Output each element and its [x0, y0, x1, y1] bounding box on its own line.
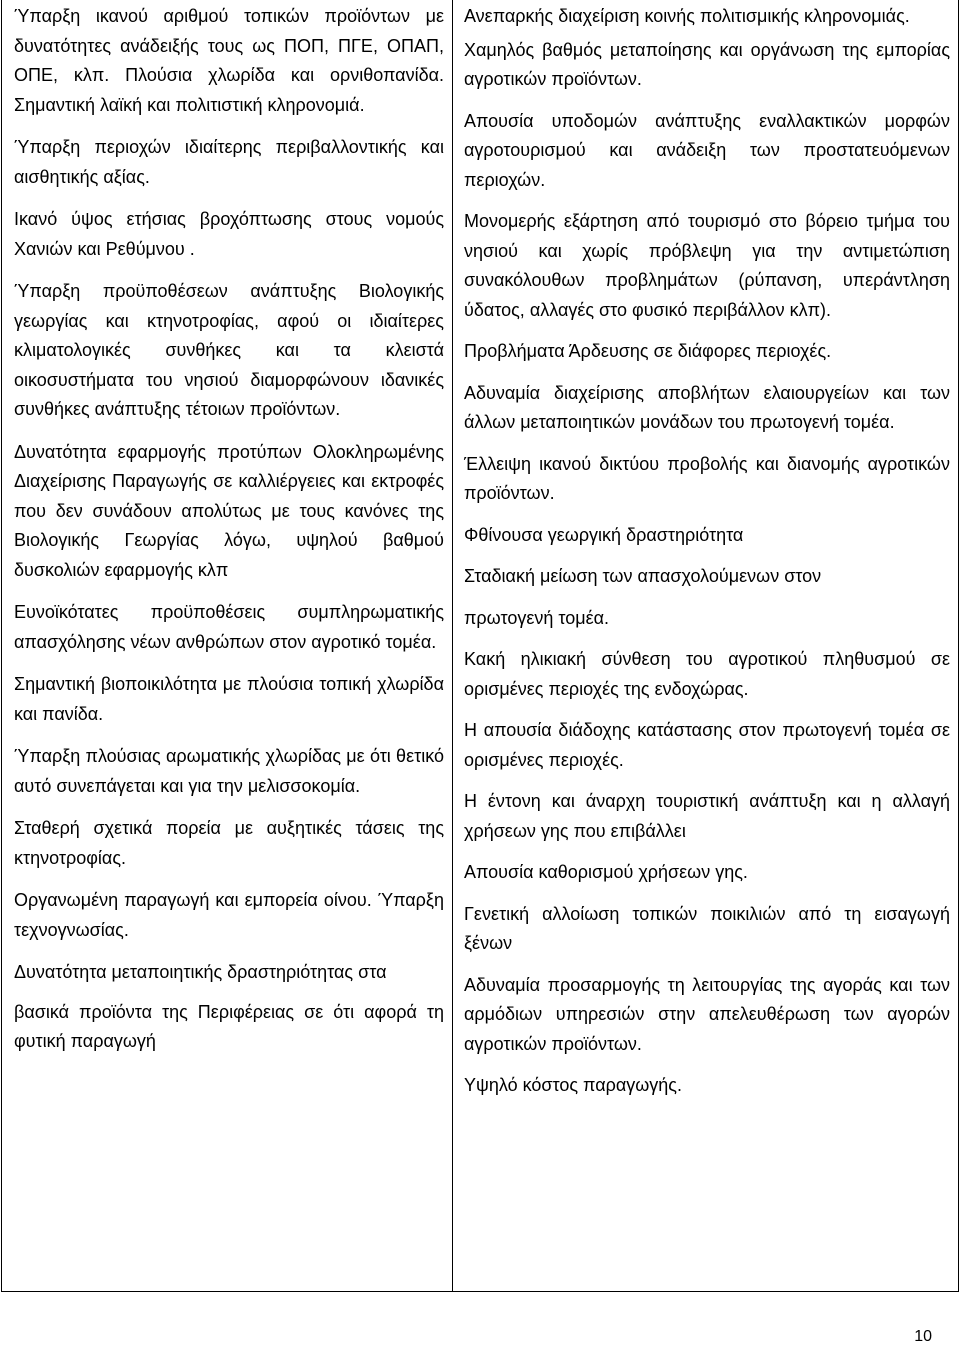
- strength-item: Οργανωμένη παραγωγή και εμπορεία οίνου. Ύπαρξη τεχνογνωσίας.: [14, 890, 444, 940]
- weakness-item: Χαμηλός βαθμός μεταποίησης και οργάνωση της εμπορίας αγροτικών προϊόντων.: [464, 39, 950, 89]
- weakness-item: Μονομερής εξάρτηση από τουρισμό στο βόρειο τμήμα του νησιού και χωρίς πρόβλεψη για την αντιμετώπιση συνακόλουθων προβλημάτων (ρύπανση, υπεράντληση ύδατος, αλλαγές στο φυσικό περιβάλλον κλπ).: [464, 211, 950, 320]
- weakness-item: Γενετική αλλοίωση τοπικών ποικιλιών από τη εισαγωγή ξένων: [464, 903, 950, 953]
- strength-item: Ύπαρξη ικανού αριθμού τοπικών προϊόντων με δυνατότητες ανάδειξής τους ως ΠΟΠ, ΠΓΕ, ΟΠΑΠ, ΟΠΕ, κλπ. Πλούσια χλωρίδα και ορνιθοπανίδα. Σημαντική λαϊκή και πολιτιστική κληρονομιά.: [14, 6, 444, 115]
- strength-item: Σταθερή σχετικά πορεία με αυξητικές τάσεις της κτηνοτροφίας.: [14, 818, 444, 868]
- strengths-column: [14, 2, 444, 1070]
- weaknesses-column: [464, 2, 950, 1113]
- weakness-item: Έλλειψη ικανού δικτύου προβολής και διανομής αγροτικών προϊόντων.: [464, 453, 950, 503]
- weakness-item: Αδυναμία διαχείρισης αποβλήτων ελαιουργείων και των άλλων μεταποιητικών μονάδων του πρωτογενή τομέα.: [464, 382, 950, 432]
- weakness-item: Ανεπαρκής διαχείριση κοινής πολιτισμικής κληρονομιάς.: [464, 6, 910, 26]
- strength-item: Δυνατότητα μεταποιητικής δραστηριότητας στα: [14, 962, 387, 982]
- swot-table: [1, 0, 959, 1292]
- weakness-item: Η έντονη και άναρχη τουριστική ανάπτυξη και η αλλαγή χρήσεων γης που επιβάλλει: [464, 791, 950, 841]
- weakness-item: Απουσία υποδομών ανάπτυξης εναλλακτικών μορφών αγροτουρισμού και ανάδειξη των προστατευόμενων περιοχών.: [464, 110, 950, 190]
- strength-item: Ύπαρξη περιοχών ιδιαίτερης περιβαλλοντικής και αισθητικής αξίας.: [14, 137, 444, 187]
- strength-item: Ύπαρξη προϋποθέσεων ανάπτυξης Βιολογικής γεωργίας και κτηνοτροφίας, αφού οι ιδιαίτερες κλιματολογικές συνθήκες και τα κλειστά οικοσυστήματα του νησιού διαμορφώνουν ιδανικές συνθήκες ανάπτυξης τέτοιων προϊόντων.: [14, 281, 444, 419]
- strength-item: Ύπαρξη πλούσιας αρωματικής χλωρίδας με ότι θετικό αυτό συνεπάγεται και για την μελισσοκομία.: [14, 746, 444, 796]
- weakness-item: πρωτογενή τομέα.: [464, 607, 610, 628]
- weakness-item: Κακή ηλικιακή σύνθεση του αγροτικού πληθυσμού σε ορισμένες περιοχές της ενδοχώρας.: [464, 649, 950, 699]
- strength-item: Σημαντική βιοποικιλότητα με πλούσια τοπική χλωρίδα και πανίδα.: [14, 674, 444, 724]
- column-divider: [452, 0, 453, 1292]
- strength-item: Δυνατότητα εφαρμογής προτύπων Ολοκληρωμένης Διαχείρισης Παραγωγής σε καλλιέργειες και εκτροφές που δεν συνάδουν απολύτως με τους κανόνες της Βιολογικής Γεωργίας λόγω, υψηλού βαθμού δυσκολιών εφαρμογής κλπ: [14, 441, 444, 580]
- weakness-item: Απουσία καθορισμού χρήσεων γης.: [464, 862, 748, 882]
- strength-item: βασικά προϊόντα της Περιφέρειας σε ότι αφορά τη φυτική παραγωγή: [14, 1001, 444, 1051]
- strength-item: Ευνοϊκότατες προϋποθέσεις συμπληρωματικής απασχόλησης νέων ανθρώπων στον αγροτικό τομέα.: [14, 602, 444, 652]
- page-number: 10: [914, 1328, 932, 1345]
- weakness-item: Προβλήματα Άρδευσης σε διάφορες περιοχές.: [464, 341, 832, 361]
- weakness-item: Υψηλό κόστος παραγωγής.: [464, 1075, 682, 1095]
- weakness-item: Σταδιακή μείωση των απασχολούμενων στον: [464, 566, 822, 586]
- weakness-item: Φθίνουσα γεωργική δραστηριότητα: [464, 524, 744, 545]
- weakness-item: Η απουσία διάδοχης κατάστασης στον πρωτογενή τομέα σε ορισμένες περιοχές.: [464, 720, 950, 770]
- weakness-item: Αδυναμία προσαρμογής τη λειτουργίας της αγοράς και των αρμόδιων υπηρεσιών στην απελευθέρωση των αγορών αγροτικών προϊόντων.: [464, 974, 950, 1054]
- strength-item: Ικανό ύψος ετήσιας βροχόπτωσης στους νομούς Χανιών και Ρεθύμνου .: [14, 209, 444, 259]
